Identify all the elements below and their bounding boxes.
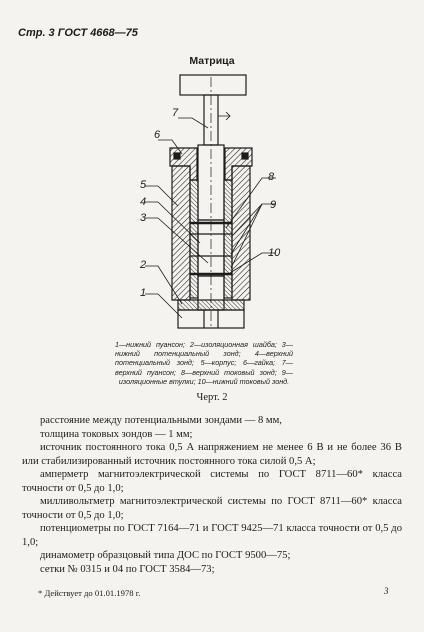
callout-1: 1 — [140, 287, 147, 299]
figure-caption: Черт. 2 — [196, 392, 228, 403]
paragraph: источник постоянного тока 0,5 А напряжением не менее 6 В и не более 36 В или стабилизированный источник постоянного тока силой 0,5 А; — [22, 442, 402, 467]
callout-9: 9 — [270, 199, 277, 211]
insulating-washer — [178, 300, 244, 310]
page-header: Стр. 3 ГОСТ 4668—75 — [18, 27, 138, 39]
paragraph: толщина токовых зондов — 1 мм; — [40, 428, 193, 440]
figure-title: Матрица — [189, 55, 235, 67]
paragraph: сетки № 0315 и 04 по ГОСТ 3584—73; — [40, 563, 215, 575]
body-text — [22, 414, 402, 576]
figure-legend: 1—нижний пуансон; 2—изоляционная шайба; 3—нижний потенциальный зонд; 4—верхний потенциальный зонд; 5—корпус; 6—гайка; 7—верхний пуансон; 8—верхний токовый зонд; 9—изоляционные втулки; 10—нижний токовый зонд. — [115, 340, 293, 386]
insulating-sleeve-left — [190, 180, 198, 298]
callout-7: 7 — [172, 107, 179, 119]
paragraph: расстояние между потенциальными зондами — 8 мм, — [40, 415, 282, 426]
callout-2: 2 — [140, 259, 147, 271]
paragraph: динамометр образцовый типа ДОС по ГОСТ 9500—75; — [40, 550, 291, 561]
callout-4: 4 — [140, 196, 147, 208]
footnote: * Действует до 01.01.1978 г. — [38, 588, 141, 598]
upper-punch-head — [180, 75, 246, 95]
callout-6: 6 — [154, 129, 161, 141]
callout-8: 8 — [268, 171, 275, 183]
paragraph: милливольтметр магнитоэлектрической системы по ГОСТ 8711—60* класса точности от 0,5 до 1,0; — [22, 496, 402, 521]
die-drawing — [100, 68, 300, 336]
insulating-sleeve-right — [224, 180, 232, 298]
paragraph: потенциометры по ГОСТ 7164—71 и ГОСТ 9425—71 класса точности от 0,5 до 1,0; — [22, 523, 402, 548]
callout-10: 10 — [268, 247, 281, 259]
callout-5: 5 — [140, 179, 147, 191]
callout-3: 3 — [140, 212, 147, 224]
page-mark: 3 — [384, 586, 389, 596]
paragraph: амперметр магнитоэлектрической системы по ГОСТ 8711—60* класса точности от 0,5 до 1,0; — [22, 469, 402, 494]
